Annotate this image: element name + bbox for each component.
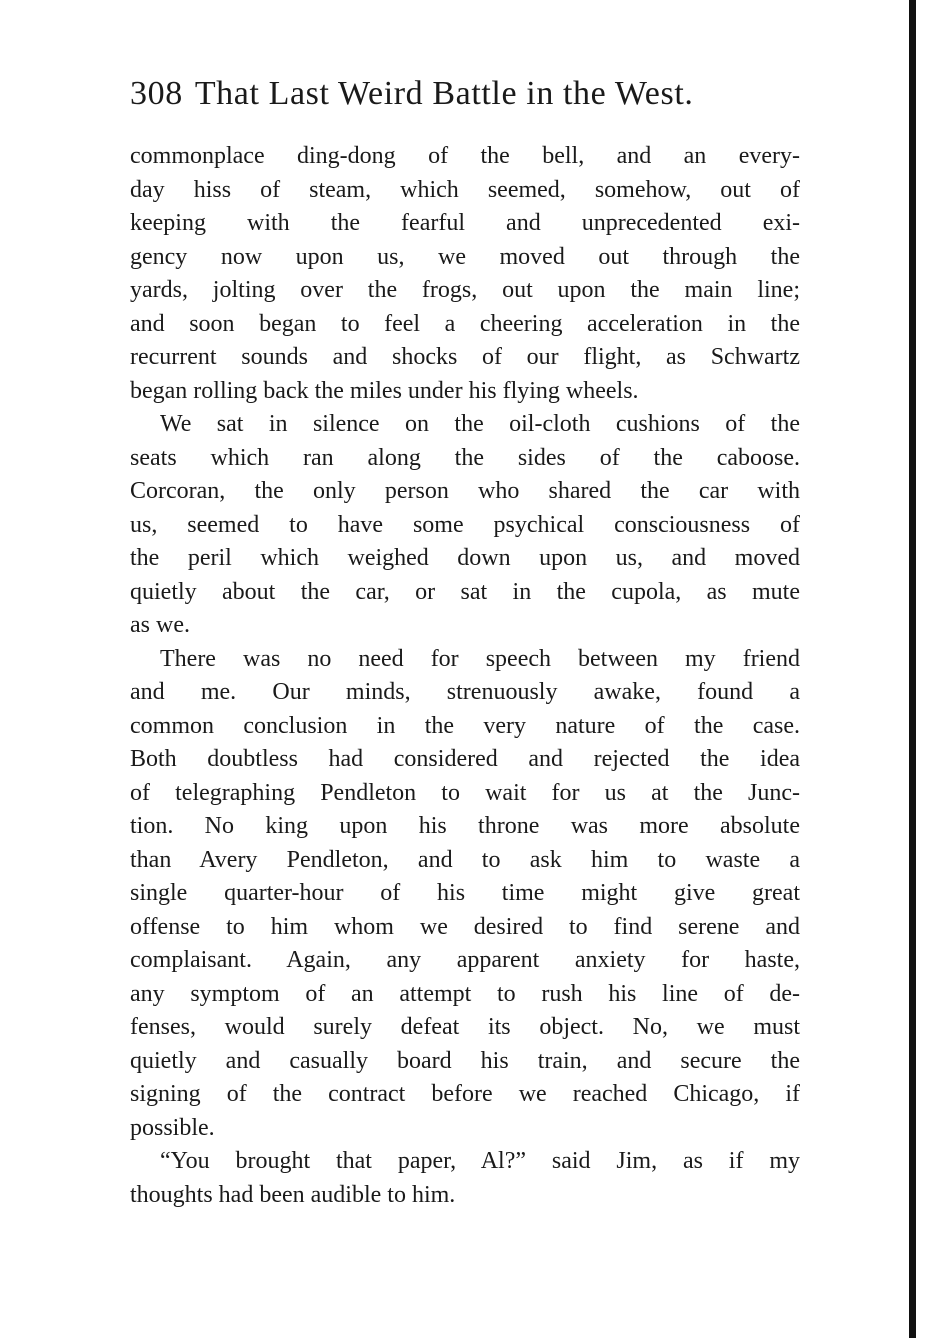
text-line: commonplace ding-dong of the bell, and an every-: [130, 143, 800, 169]
text-line: complaisant. Again, any apparent anxiety for haste,: [130, 947, 800, 973]
text-line: Corcoran, the only person who shared the car with: [130, 478, 800, 504]
page-number: 308: [130, 75, 183, 112]
running-head: [130, 72, 810, 116]
text-line: fenses, would surely defeat its object. No, we must: [130, 1014, 800, 1040]
text-line: began rolling back the miles under his flying wheels.: [130, 377, 639, 404]
chapter-title: That Last Weird Battle in the West.: [194, 75, 694, 112]
text-line: thoughts had been audible to him.: [130, 1181, 456, 1208]
text-line: and soon began to feel a cheering acceleration in the: [130, 310, 800, 337]
text-line: keeping with the fearful and unprecedented exi-: [130, 210, 800, 236]
text-line: common conclusion in the very nature of the case.: [130, 712, 800, 739]
text-line: possible.: [130, 1114, 215, 1141]
text-line: offense to him whom we desired to find serene and: [130, 913, 800, 940]
text-line: “You brought that paper, Al?” said Jim, as if my: [160, 1148, 800, 1174]
text-line: Both doubtless had considered and rejected the idea: [130, 746, 800, 772]
text-line: than Avery Pendleton, and to ask him to waste a: [130, 846, 800, 873]
page-edge: [909, 0, 916, 1338]
text-line: yards, jolting over the frogs, out upon the main line;: [130, 277, 800, 303]
body-text: [130, 140, 800, 1212]
text-line: quietly and casually board his train, and secure the: [130, 1047, 800, 1074]
text-line: recurrent sounds and shocks of our flight, as Schwartz: [130, 344, 800, 370]
text-line: quietly about the car, or sat in the cupola, as mute: [130, 578, 800, 605]
text-line: us, seemed to have some psychical consciousness of: [130, 511, 800, 538]
text-line: tion. No king upon his throne was more absolute: [130, 813, 800, 839]
text-line: gency now upon us, we moved out through the: [130, 243, 800, 270]
text-line: any symptom of an attempt to rush his line of de-: [130, 980, 800, 1007]
text-line: signing of the contract before we reached Chicago, if: [130, 1081, 800, 1107]
text-line: day hiss of steam, which seemed, somehow, out of: [130, 176, 800, 203]
text-line: seats which ran along the sides of the caboose.: [130, 444, 800, 471]
text-line: as we.: [130, 612, 190, 638]
text-line: We sat in silence on the oil-cloth cushions of the: [160, 411, 800, 437]
text-line: the peril which weighed down upon us, and moved: [130, 545, 800, 571]
text-line: and me. Our minds, strenuously awake, found a: [130, 679, 800, 705]
text-line: single quarter-hour of his time might give great: [130, 880, 800, 906]
text-line: There was no need for speech between my friend: [160, 645, 800, 672]
text-line: of telegraphing Pendleton to wait for us at the Junc-: [130, 779, 800, 806]
